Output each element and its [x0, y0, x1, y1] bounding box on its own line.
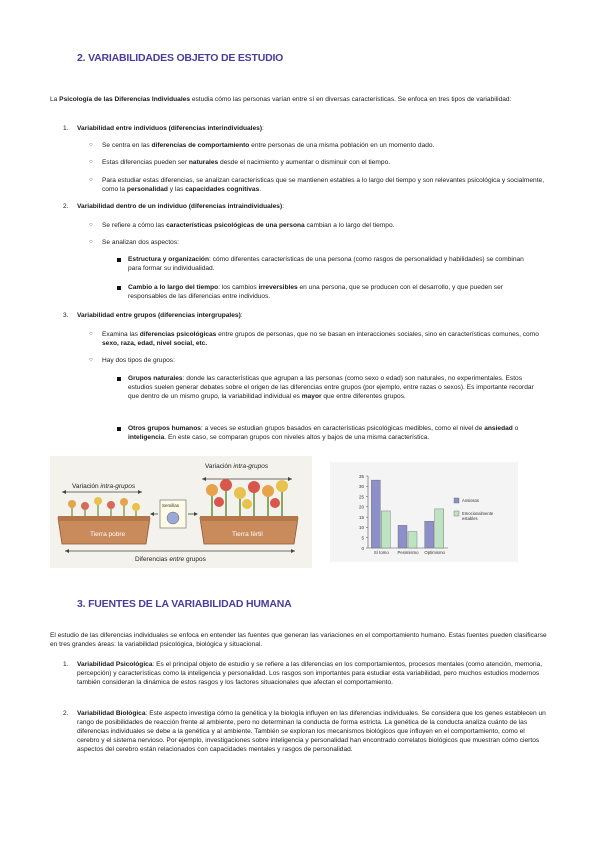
x-tick-label: Optimismo	[424, 550, 445, 555]
bullet-bold: naturales	[188, 159, 219, 166]
item-2-bullet-2: Se analizan dos aspectos:	[102, 239, 179, 246]
legend-swatch	[454, 498, 459, 503]
bullet-text: Estas diferencias pueden ser	[102, 159, 189, 166]
item-3-colon: :	[240, 312, 243, 319]
subbullet-text: : donde las características que agrupan a las personas (como sexo o edad) son naturales, no experimentales. Estos estudios suelen generar debates sobre el origen de las diferencias entre grupos (por ejemplo, entre razas o sexos). Es importante recordar que dentro de un mismo grupo, la variabilidad individual es	[128, 375, 534, 400]
subbullet-text: : los cambios	[218, 284, 259, 291]
s3-item-text: : Este aspecto investiga cómo la genética y la biología influyen en las diferencias individuales. Se considera que los genes establecen un rango de posibilidades de reacción frente al ambiente, pero no determinan la conducta de forma estricta. La genética de la conducta analiza cuánto de las diferencias individuales se debe a la genética y al ambiente. También se exploran los mecanismos biológicos que influyen en el comportamiento, como el cerebro y el sistema nervioso. Por ejemplo, investigaciones sobre inteligencia y personalidad han encontrado correlatos biológicos que muestran cómo ciertos aspectos del cerebro están relacionados con capacidades mentales y rasgos de personalidad.	[77, 710, 546, 753]
section-3-intro: El estudio de las diferencias individuales se enfoca en entender las fuentes que generan las variaciones en el comportamiento humano. Estas fuentes pueden clasificarse en tres grandes áreas: la variabilidad psicológica, biológica y situacional.	[50, 632, 547, 648]
item-3-bullet-2: Hay dos tipos de grupos:	[102, 357, 175, 364]
bullet-text: Se refiere a cómo las	[102, 222, 167, 229]
label-text: Diferencias	[135, 556, 170, 563]
subbullet-text: : cómo diferentes características de una persona (como rasgos de personalidad y habilidades) se combinan para formar su individualidad.	[128, 256, 524, 272]
subbullet-bold: inteligencia	[128, 434, 165, 441]
legend-label: estables	[462, 516, 478, 521]
y-tick-label: 15	[358, 514, 364, 520]
item-2-subbullet-2	[128, 283, 538, 301]
bullet-square-icon	[117, 258, 121, 262]
pot-rim	[200, 516, 298, 521]
legend-label: Emocionalmente	[462, 511, 494, 516]
bar-ansiosos	[398, 525, 407, 548]
item-1-colon: :	[262, 125, 264, 132]
item-1-number: 1.	[63, 125, 69, 132]
label-tierra-pobre: Tierra pobre	[90, 531, 126, 538]
bullet-bold: capacidades cognitivas	[185, 186, 260, 193]
label-text: grupos	[184, 556, 206, 563]
section-2-title: 2. VARIABILIDADES OBJETO DE ESTUDIO	[77, 52, 284, 64]
label-diferencias-entre-grupos	[135, 556, 207, 563]
label-intra-left	[72, 483, 136, 490]
bullet-circle-icon: ○	[89, 222, 93, 228]
y-tick-label: 35	[358, 473, 364, 479]
item-3-number: 3.	[63, 312, 69, 319]
subbullet-text: : a veces se estudian grupos basados en características psicológicas medibles, como el nivel de	[200, 425, 485, 432]
y-tick-label: 5	[361, 535, 364, 541]
bullet-square-icon	[117, 377, 121, 381]
bullet-text: entre personas de una misma población en un momento dado.	[249, 142, 435, 149]
subbullet-text: en una persona, que se producen con el desarrollo, y que pueden ser responsables de las diferencias entre individuos.	[128, 284, 503, 300]
subbullet-bold: Otros grupos humanos	[128, 425, 201, 432]
bar-ansiosos	[371, 480, 380, 548]
y-tick-label: 10	[358, 525, 364, 531]
subbullet-text: o	[512, 425, 519, 432]
item-3-title	[77, 311, 547, 320]
y-tick-label: 25	[358, 494, 364, 500]
bullet-circle-icon: ○	[89, 177, 93, 183]
bullet-bold: sexo, raza, edad, nivel social, etc.	[102, 340, 208, 347]
label-text: Variación	[72, 483, 101, 490]
intra-inter-groups-figure	[50, 456, 312, 568]
subbullet-bold: Cambio a lo largo del tiempo	[128, 284, 219, 291]
bullet-text: cambian a lo largo del tiempo.	[304, 222, 395, 229]
subbullet-bold: ansiedad	[484, 425, 513, 432]
intro-text: La	[50, 96, 60, 103]
s3-item-bold: Variabilidad Biológica	[77, 710, 146, 717]
x-tick-label: Pesimismo	[397, 550, 419, 555]
subbullet-bold: irreversibles	[258, 284, 298, 291]
item-1-bullet-1	[102, 141, 542, 150]
item-2-title-text: Variabilidad dentro de un individuo (diferencias intraindividuales)	[77, 203, 283, 210]
bar-estables	[408, 532, 417, 548]
bullet-text: y las	[167, 186, 186, 193]
label-semillas: Semillas	[162, 503, 180, 508]
seed-flower-icon	[167, 512, 179, 524]
item-2-subbullet-1	[128, 255, 538, 273]
s3-item-1	[77, 660, 547, 687]
label-text: entre	[169, 556, 185, 563]
bullet-bold: personalidad	[126, 186, 168, 193]
chart-labels	[374, 550, 446, 555]
bullet-bold: diferencias psicológicas	[139, 331, 217, 338]
x-tick-label: Sí tomo	[373, 550, 389, 555]
bullet-circle-icon: ○	[89, 159, 93, 165]
item-3-subbullet-2	[128, 424, 543, 442]
item-2-title	[77, 202, 547, 211]
subbullet-bold: mayor	[301, 393, 322, 400]
s3-item-text: : Es el principal objeto de estudio y se refiere a las diferencias en los comportamientos, procesos mentales (como atención, memoria, percepción) y características como la inteligencia y personalidad. Los rasgos son importantes para estudiar esta variabilidad, pero muchos estudios modernos también consideran la dinámica de estos rasgos y los factores situacionales que afectan el comportamiento.	[77, 661, 543, 686]
pot-rim	[58, 516, 150, 521]
label-text: Variación	[205, 463, 234, 470]
bullet-circle-icon: ○	[89, 239, 93, 245]
subbullet-text: . En este caso, se comparan grupos con niveles altos y bajos de una misma característica.	[164, 434, 430, 441]
item-1-title-text: Variabilidad entre individuos (diferencias interindividuales)	[77, 125, 263, 132]
bar-estables	[435, 509, 444, 548]
subbullet-bold: Grupos naturales	[128, 375, 183, 382]
item-1-bullet-3	[102, 176, 547, 194]
intro-bold: Psicología de las Diferencias Individuales	[59, 96, 190, 103]
bullet-bold: diferencias de comportamiento	[151, 142, 250, 149]
bullet-bold: características psicológicas de una persona	[166, 222, 305, 229]
item-1-title	[77, 124, 547, 133]
s3-item-2	[77, 709, 547, 754]
subbullet-bold: Estructura y organización	[128, 256, 209, 263]
y-tick-label: 0	[361, 545, 364, 551]
bar-estables	[381, 511, 390, 548]
item-1-bullet-2	[102, 158, 542, 167]
item-3-title-text: Variabilidad entre grupos (diferencias intergrupales)	[77, 312, 241, 319]
bullet-square-icon	[117, 427, 121, 431]
label-text: intra-grupos	[100, 483, 136, 490]
bullet-text: Examina las	[102, 331, 140, 338]
s3-item-2-number: 2.	[63, 710, 69, 717]
item-2-colon: :	[282, 203, 285, 210]
bullet-text: .	[259, 186, 262, 193]
anxiety-bar-chart	[330, 462, 518, 562]
item-2-bullet-1	[102, 221, 542, 230]
bullet-square-icon	[117, 286, 121, 290]
item-3-subbullet-1	[128, 374, 538, 401]
bullet-circle-icon: ○	[89, 331, 93, 337]
subbullet-text: que entre diferentes grupos.	[321, 393, 406, 400]
bullet-text: Se centra en las	[102, 142, 152, 149]
section-2-intro	[50, 95, 550, 104]
bullet-circle-icon: ○	[89, 357, 93, 363]
item-2-number: 2.	[63, 203, 69, 210]
legend-swatch	[454, 511, 459, 516]
bullet-circle-icon: ○	[89, 142, 93, 148]
s3-item-bold: Variabilidad Psicológica	[77, 661, 153, 668]
label-tierra-fertil: Tierra fértil	[232, 531, 263, 538]
bullet-text: entre grupos de personas, que no se basan en interacciones sociales, sino en características comunes, como	[216, 331, 539, 338]
intro-text-rest: estudia cómo las personas varían entre sí en diversas características. Se enfoca en tres tipos de variabilidad:	[190, 96, 512, 103]
bar-ansiosos	[425, 521, 434, 548]
section-3-title: 3. FUENTES DE LA VARIABILIDAD HUMANA	[77, 598, 292, 610]
item-3-bullet-1	[102, 330, 542, 348]
bullet-text: desde el nacimiento y aumentar o disminuir con el tiempo.	[218, 159, 391, 166]
label-text: intra-grupos	[233, 463, 269, 470]
legend-label: Ansiosos	[462, 498, 479, 503]
label-intra-right	[205, 463, 269, 470]
y-tick-label: 30	[358, 484, 364, 490]
y-tick-label: 20	[358, 504, 364, 510]
s3-item-1-number: 1.	[63, 661, 69, 668]
bullet-text: Para estudiar estas diferencias, se analizan características que se mantienen estables a lo largo del tiempo y son relevantes psicológica y socialmente, como la	[102, 177, 545, 193]
